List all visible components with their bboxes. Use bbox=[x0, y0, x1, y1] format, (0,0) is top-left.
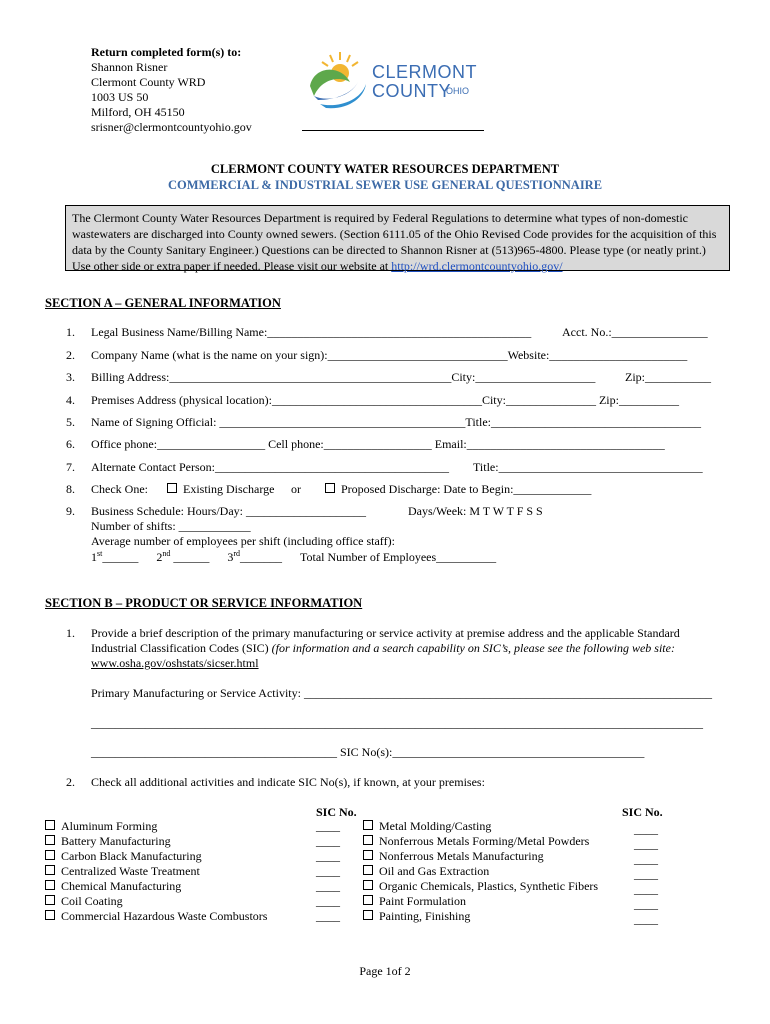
activity-label: Coil Coating bbox=[61, 894, 123, 908]
signing-official-field[interactable]: Name of Signing Official: _________________________________________Title:___________________________________ bbox=[91, 415, 701, 429]
return-name: Shannon Risner bbox=[91, 60, 168, 74]
item-number: 8. bbox=[66, 482, 75, 496]
activity-label: Centralized Waste Treatment bbox=[61, 864, 200, 878]
item-number: 7. bbox=[66, 460, 75, 474]
billing-zip-field[interactable]: Zip:___________ bbox=[625, 370, 711, 384]
return-email: srisner@clermontcountyohio.gov bbox=[91, 120, 252, 134]
form-title: COMMERCIAL & INDUSTRIAL SEWER USE GENERAL QUESTIONNAIRE bbox=[167, 178, 603, 192]
sic-no-field[interactable]: ____ bbox=[316, 909, 340, 923]
item-number: 6. bbox=[66, 437, 75, 451]
activity-label: Painting, Finishing bbox=[379, 909, 471, 923]
page-number: Page 1of 2 bbox=[359, 964, 411, 978]
sic-no-field[interactable]: ____ bbox=[634, 882, 658, 896]
activity-item[interactable] bbox=[45, 819, 157, 834]
sic-no-field[interactable]: ____ bbox=[316, 819, 340, 833]
activity-label: Battery Manufacturing bbox=[61, 834, 171, 848]
activity-checkbox[interactable] bbox=[363, 880, 373, 890]
sic-no-field[interactable]: ____ bbox=[316, 879, 340, 893]
acct-no-field[interactable]: Acct. No.:________________ bbox=[562, 325, 708, 339]
existing-discharge-checkbox[interactable] bbox=[167, 483, 177, 493]
existing-discharge-option[interactable] bbox=[167, 482, 274, 497]
activity-checkbox[interactable] bbox=[45, 850, 55, 860]
activity-label: Chemical Manufacturing bbox=[61, 879, 182, 893]
activity-item[interactable] bbox=[363, 819, 491, 834]
item-number: 5. bbox=[66, 415, 75, 429]
item-number: 1. bbox=[66, 325, 75, 339]
activity-item[interactable] bbox=[363, 909, 470, 924]
sic-no-field[interactable]: ____ bbox=[634, 912, 658, 926]
premises-address-field[interactable]: Premises Address (physical location):___________________________________City:_______________ Zip:__________ bbox=[91, 393, 679, 407]
q2-prompt: Check all additional activities and indicate SIC No(s), if known, at your premises: bbox=[91, 775, 485, 789]
return-city: Milford, OH 45150 bbox=[91, 105, 185, 119]
sic-no-field[interactable]: ____ bbox=[634, 867, 658, 881]
activity-item[interactable] bbox=[45, 879, 181, 894]
activity-label: Oil and Gas Extraction bbox=[379, 864, 490, 878]
notice-text: The Clermont County Water Resources Department is required by Federal Regulations to determine what types of non-domestic wastewaters are discharged into County owned sewers. (Section 6111.05 of the Ohio Revised Code provides for the acquisition of this data by the County Sanitary Engineer.) Questions can be directed to Shannon Risner at (513)965-4800. Please type (or neatly print.) Use other side or extra paper if needed. Please visit our website at bbox=[72, 211, 717, 273]
activity-label: Commercial Hazardous Waste Combustors bbox=[61, 909, 268, 923]
proposed-discharge-label: Proposed Discharge: Date to Begin:_____________ bbox=[341, 482, 592, 496]
proposed-discharge-option[interactable] bbox=[325, 482, 591, 497]
sic-no-field[interactable]: ____ bbox=[634, 852, 658, 866]
activity-checkbox[interactable] bbox=[45, 910, 55, 920]
item-number: 2. bbox=[66, 348, 75, 362]
sic-no-field[interactable]: ____ bbox=[634, 822, 658, 836]
clermont-county-logo bbox=[300, 46, 490, 112]
alternate-contact-field[interactable]: Alternate Contact Person:_______________________________________ bbox=[91, 460, 449, 474]
activity-checkbox[interactable] bbox=[363, 850, 373, 860]
return-address bbox=[91, 45, 252, 135]
activity-label: Nonferrous Metals Manufacturing bbox=[379, 849, 544, 863]
activity-checkbox[interactable] bbox=[363, 895, 373, 905]
existing-discharge-label: Existing Discharge bbox=[183, 482, 275, 496]
section-a-title: SECTION A – GENERAL INFORMATION bbox=[45, 296, 281, 310]
sic-website-link[interactable]: www.osha.gov/oshstats/sicser.html bbox=[91, 656, 259, 670]
activity-item[interactable] bbox=[363, 849, 544, 864]
logo-word-county: COUNTY bbox=[372, 81, 451, 101]
shift-employee-fields[interactable]: 1st______ 2nd ______ 3rd_______ Total Number of Employees__________ bbox=[91, 549, 497, 564]
return-heading: Return completed form(s) to: bbox=[91, 45, 242, 59]
item-number: 9. bbox=[66, 504, 75, 518]
sic-header-left: SIC No. bbox=[316, 805, 357, 819]
q1-line-2: Industrial Classification Codes (SIC) (for information and a search capability on SIC’s, please see the following web site: bbox=[91, 641, 675, 655]
activity-checkbox[interactable] bbox=[363, 910, 373, 920]
website-link[interactable]: http://wrd.clermontcountyohio.gov/ bbox=[391, 259, 563, 273]
activity-checkbox[interactable] bbox=[363, 865, 373, 875]
activity-label: Aluminum Forming bbox=[61, 819, 158, 833]
sic-no-field[interactable]: ____ bbox=[316, 849, 340, 863]
shifts-field[interactable]: Number of shifts: ____________ bbox=[91, 519, 251, 533]
employees-per-shift-label: Average number of employees per shift (including office staff): bbox=[91, 534, 395, 548]
return-street: 1003 US 50 bbox=[91, 90, 149, 104]
department-title: CLERMONT COUNTY WATER RESOURCES DEPARTMENT bbox=[210, 162, 560, 176]
activity-checkbox[interactable] bbox=[45, 880, 55, 890]
return-org: Clermont County WRD bbox=[91, 75, 206, 89]
sic-header-right: SIC No. bbox=[622, 805, 663, 819]
alternate-title-field[interactable]: Title:__________________________________ bbox=[473, 460, 703, 474]
activity-checkbox[interactable] bbox=[45, 820, 55, 830]
proposed-discharge-checkbox[interactable] bbox=[325, 483, 335, 493]
activity-label: Carbon Black Manufacturing bbox=[61, 849, 202, 863]
item-number: 1. bbox=[66, 626, 75, 640]
billing-address-field[interactable]: Billing Address:_______________________________________________City:____________________ bbox=[91, 370, 596, 384]
notice-box bbox=[65, 205, 730, 271]
legal-name-field[interactable]: Legal Business Name/Billing Name:____________________________________________ bbox=[91, 325, 532, 339]
activity-item[interactable] bbox=[363, 879, 598, 894]
section-b-title: SECTION B – PRODUCT OR SERVICE INFORMATION bbox=[45, 596, 363, 610]
sic-numbers-field[interactable]: _________________________________________ SIC No(s):__________________________________________ bbox=[91, 745, 645, 759]
activity-item[interactable] bbox=[363, 864, 489, 879]
activity-label: Organic Chemicals, Plastics, Synthetic Fibers bbox=[379, 879, 599, 893]
logo-word-clermont: CLERMONT bbox=[372, 62, 478, 82]
primary-activity-field[interactable]: Primary Manufacturing or Service Activity: ____________________________________________________________________ bbox=[91, 686, 712, 700]
phone-email-field[interactable]: Office phone:__________________ Cell phone:__________________ Email:_________________________________ bbox=[91, 437, 665, 451]
logo-word-ohio: OHIO bbox=[446, 86, 470, 96]
activity-checkbox[interactable] bbox=[363, 835, 373, 845]
activity-item[interactable] bbox=[363, 894, 466, 909]
sic-no-field[interactable]: ____ bbox=[316, 864, 340, 878]
check-one-label: Check One: bbox=[91, 482, 148, 496]
or-label: or bbox=[291, 482, 301, 496]
activity-item[interactable] bbox=[45, 864, 200, 879]
activity-item[interactable] bbox=[45, 894, 123, 909]
item-number: 4. bbox=[66, 393, 75, 407]
q1-line-1: Provide a brief description of the primary manufacturing or service activity at premise address and the applicable Standard bbox=[91, 626, 680, 640]
sic-no-field[interactable]: ____ bbox=[634, 837, 658, 851]
company-website-field[interactable]: Company Name (what is the name on your sign):______________________________Website:_______________________ bbox=[91, 348, 688, 362]
item-number: 3. bbox=[66, 370, 75, 384]
sic-no-field[interactable]: ____ bbox=[316, 834, 340, 848]
item-number: 2. bbox=[66, 775, 75, 789]
activity-checkbox[interactable] bbox=[363, 820, 373, 830]
activity-checkbox[interactable] bbox=[45, 835, 55, 845]
activity-label: Paint Formulation bbox=[379, 894, 466, 908]
activity-checkbox[interactable] bbox=[45, 895, 55, 905]
logo-divider bbox=[302, 130, 484, 131]
sic-no-field[interactable]: ____ bbox=[316, 894, 340, 908]
hours-per-day-field[interactable]: Business Schedule: Hours/Day: ____________________ bbox=[91, 504, 366, 518]
activity-item[interactable] bbox=[363, 834, 589, 849]
activity-label: Metal Molding/Casting bbox=[379, 819, 492, 833]
days-per-week-field[interactable]: Days/Week: M T W T F S S bbox=[408, 504, 543, 518]
primary-activity-continued[interactable]: ______________________________________________________________________________________________________ bbox=[91, 716, 703, 730]
sic-no-field[interactable]: ____ bbox=[634, 897, 658, 911]
activity-checkbox[interactable] bbox=[45, 865, 55, 875]
activity-label: Nonferrous Metals Forming/Metal Powders bbox=[379, 834, 590, 848]
activity-item[interactable] bbox=[45, 834, 171, 849]
activity-item[interactable] bbox=[45, 909, 267, 924]
activity-item[interactable] bbox=[45, 849, 202, 864]
